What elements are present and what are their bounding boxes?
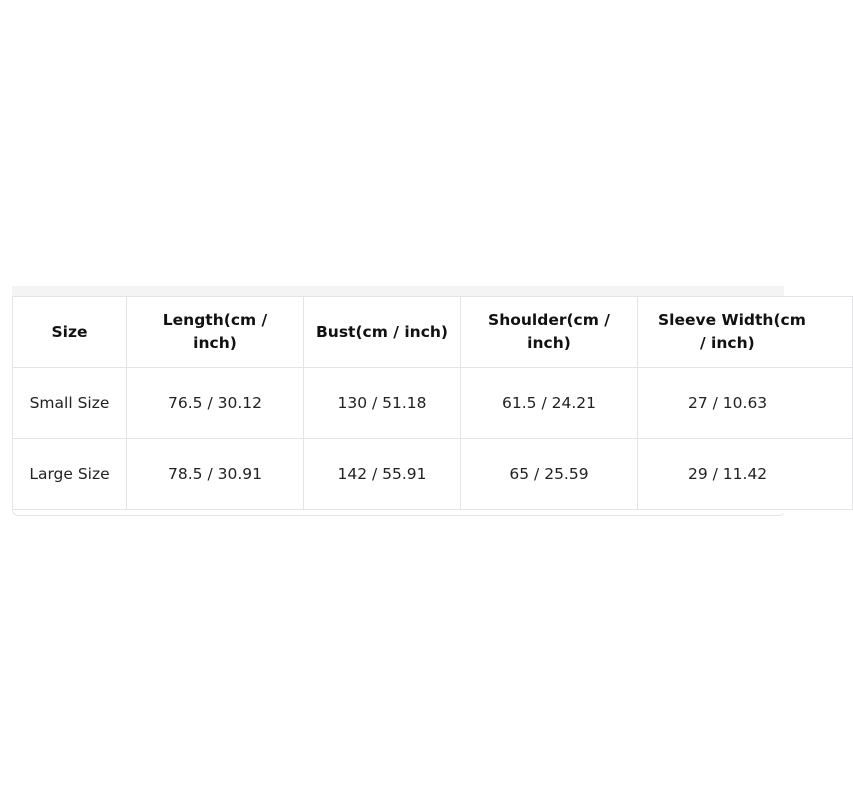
size-chart-table xyxy=(12,296,853,510)
header-size-label: Size xyxy=(51,322,88,341)
table-top-band xyxy=(12,286,784,296)
header-bust-label: Bust(cm / inch) xyxy=(315,322,448,341)
header-size xyxy=(13,297,127,368)
size-chart-table-container xyxy=(12,296,806,516)
header-shoulder xyxy=(461,297,638,368)
cell-bust: 142 / 55.91 xyxy=(304,439,461,510)
cell-size: Small Size xyxy=(13,368,127,439)
cell-bust: 130 / 51.18 xyxy=(304,368,461,439)
header-sleeve-line2: / inch) xyxy=(700,334,755,352)
cell-length: 76.5 / 30.12 xyxy=(127,368,304,439)
header-bust xyxy=(304,297,461,368)
cell-shoulder: 65 / 25.59 xyxy=(461,439,638,510)
header-length xyxy=(127,297,304,368)
cell-shoulder: 61.5 / 24.21 xyxy=(461,368,638,439)
table-row xyxy=(13,368,853,439)
header-length-line2: inch) xyxy=(193,334,237,352)
header-sleeve-line1: Sleeve Width(cm xyxy=(658,311,806,329)
cell-sleeve-width: 27 / 10.63 xyxy=(638,368,853,439)
cell-size: Large Size xyxy=(13,439,127,510)
header-shoulder-line2: inch) xyxy=(527,334,571,352)
header-sleeve-width xyxy=(638,297,853,368)
cell-length: 78.5 / 30.91 xyxy=(127,439,304,510)
header-shoulder-line1: Shoulder(cm / xyxy=(488,311,610,329)
table-row xyxy=(13,439,853,510)
header-length-line1: Length(cm / xyxy=(162,311,268,329)
cell-sleeve-width: 29 / 11.42 xyxy=(638,439,853,510)
table-header-row xyxy=(13,297,853,368)
